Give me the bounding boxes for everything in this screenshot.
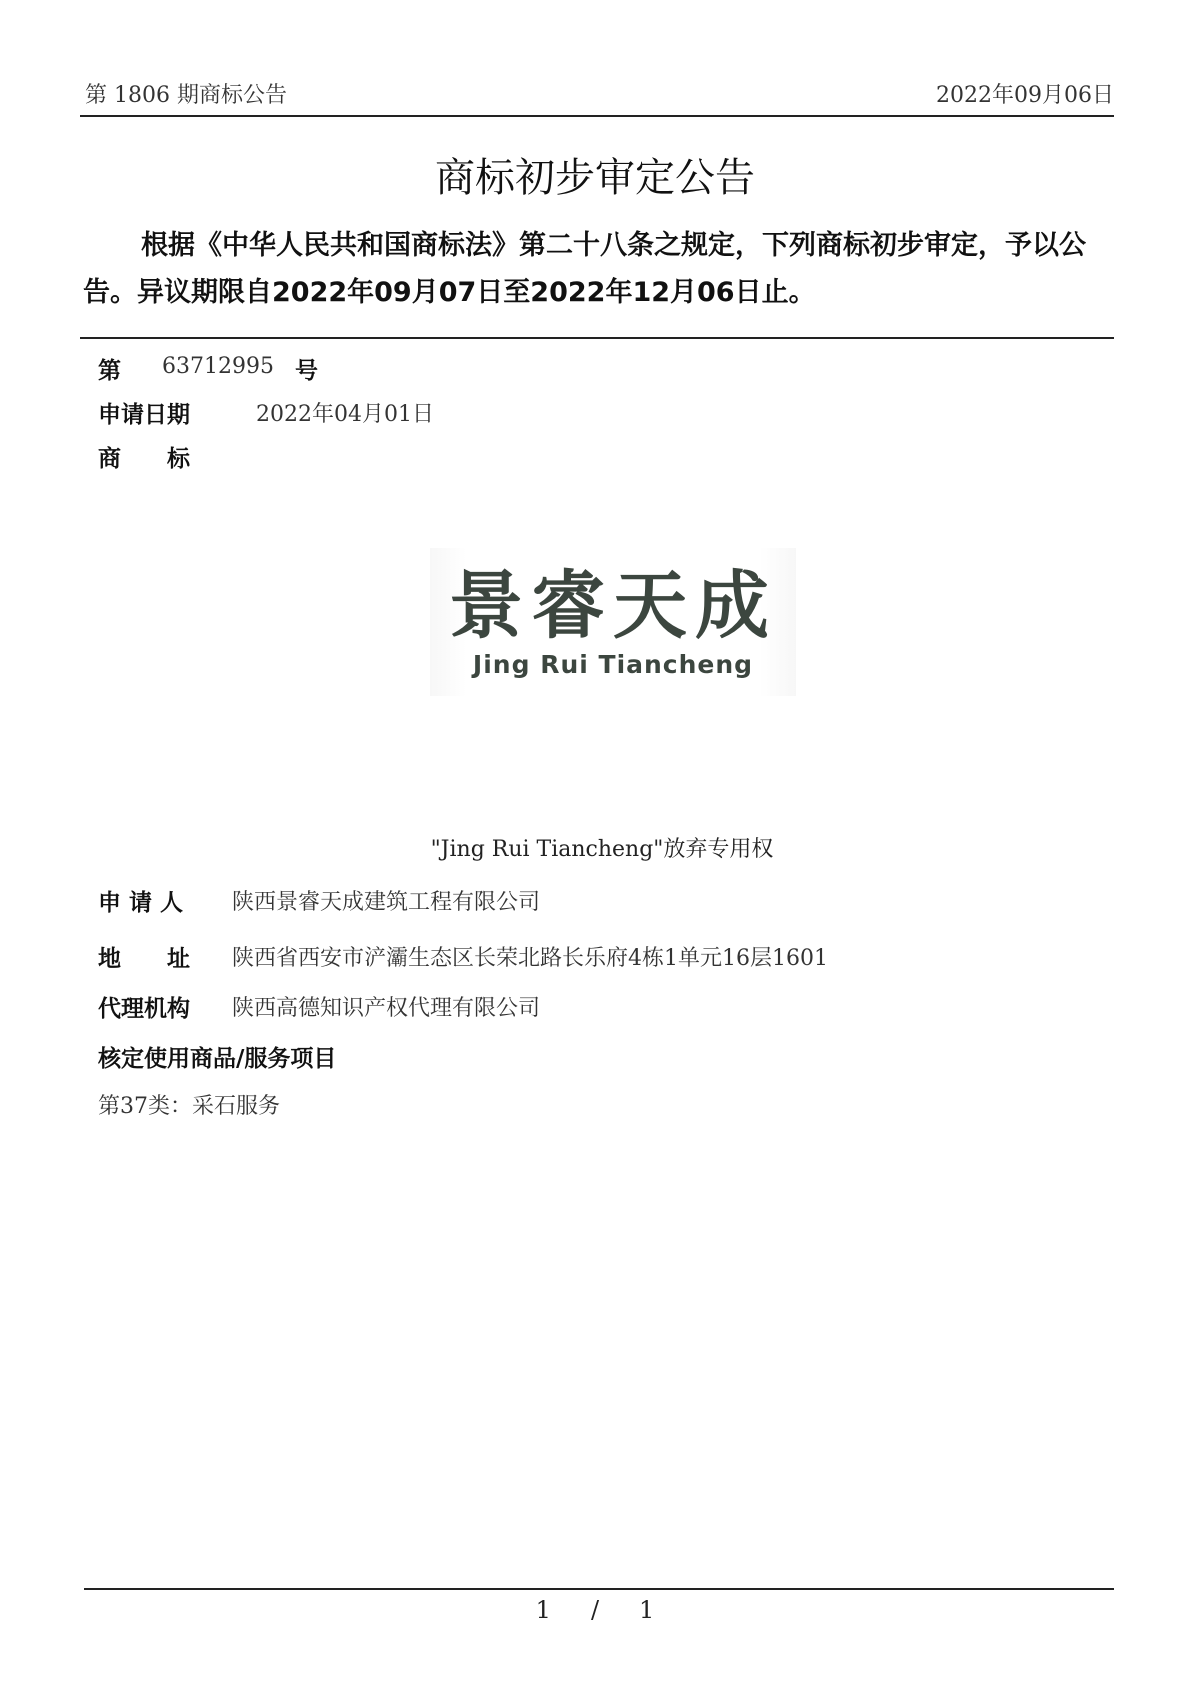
page-current: 1 [535,1596,551,1624]
trademark-label: 商 标 [98,446,190,472]
applicant-value: 陕西景睿天成建筑工程有限公司 [232,890,541,915]
goods-services-value: 第37类：采石服务 [98,1094,280,1119]
agent-label: 代理机构 [98,996,190,1022]
section-divider [80,337,1114,339]
issue-date: 2022年09月06日 [936,83,1114,108]
reg-number-label-suffix: 号 [295,358,318,384]
application-date-label: 申请日期 [98,402,190,428]
footer-divider [84,1588,1114,1590]
application-date-value: 2022年04月01日 [256,402,434,427]
trademark-image [430,548,796,696]
page-title: 商标初步审定公告 [435,155,755,201]
page-indicator [0,1596,1190,1624]
goods-services-label: 核定使用商品/服务项目 [98,1046,337,1072]
trademark-chinese-text: 景睿天成 [449,563,777,649]
intro-paragraph: 根据《中华人民共和国商标法》第二十八条之规定，下列商标初步审定，予以公告。异议期限自2022年09月07日至2022年12月06日止。 [83,230,1086,308]
page-total: 1 [639,1596,655,1624]
issue-number: 第 1806 期商标公告 [85,83,287,108]
trademark-english-text: Jing Rui Tiancheng [472,650,754,679]
address-value: 陕西省西安市浐灞生态区长荣北路长乐府4栋1单元16层1601 [232,946,828,971]
address-label: 地 址 [98,946,190,972]
reg-number-value: 63712995 [162,354,274,379]
applicant-label: 申 请 人 [98,890,184,916]
page-separator: / [590,1596,600,1624]
header-divider [80,115,1114,117]
disclaimer-text: "Jing Rui Tiancheng"放弃专用权 [430,837,774,862]
reg-number-label-prefix: 第 [98,358,121,384]
agent-value: 陕西高德知识产权代理有限公司 [232,996,541,1021]
